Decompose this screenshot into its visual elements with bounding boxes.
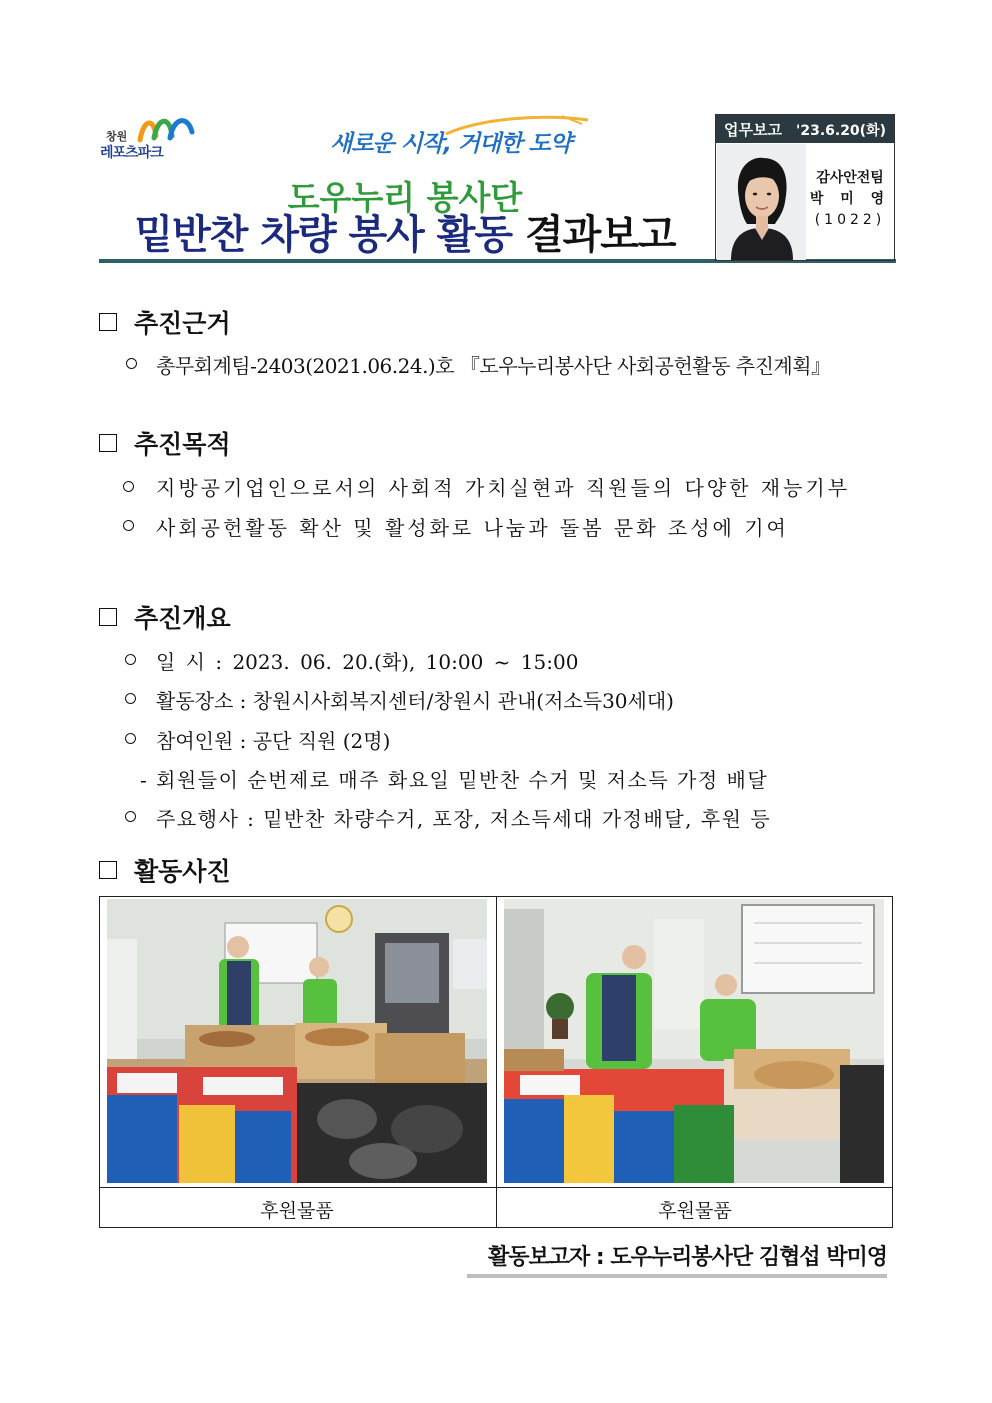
logo-city-text: 창원 [106,130,128,143]
activity-photo-right [504,899,884,1183]
basis-item: 총무회계팀-2403(2021.06.24.)호 『도우누리봉사단 사회공헌활동 추진계획』 [156,354,831,378]
bullet-circle-icon [125,693,136,704]
title-highlight: 밑반찬 차량 봉사 활동 [134,212,513,258]
section-checkbox-icon [99,861,117,879]
section-title: 추진목적 [134,430,231,459]
bullet-circle-icon [125,733,136,744]
report-type-label: 업무보고 [724,121,782,139]
footer-underline [467,1274,887,1278]
bullet-circle-icon [125,811,136,822]
section-title: 추진근거 [134,309,231,338]
portrait-icon [717,144,806,260]
overview-events: 주요행사 : 밑반찬 차량수거, 포장, 저소득세대 가정배달, 후원 등 [156,807,772,831]
activity-photo-left [107,899,487,1183]
logo-name-text: 레포츠파크 [100,145,163,161]
reporter-photo [717,144,806,260]
photo-caption-right: 후원물품 [658,1200,732,1222]
bullet-circle-icon [125,654,136,665]
reporter-info [808,168,892,231]
bullet-circle-icon [123,481,134,492]
reporter-extension: (1022) [814,212,886,228]
overview-note: - 회원들이 순번제로 매주 화요일 밑반찬 수거 및 저소득 가정 배달 [140,768,769,792]
reporter-footer: 활동보고자 : 도우누리봉사단 김협섭 박미영 [488,1245,887,1270]
report-info-box [715,114,895,261]
report-date: '23.6.20(화) [796,123,886,139]
bullet-circle-icon [126,358,137,369]
document-subtitle: 도우누리 봉사단 [287,178,523,217]
reporter-name: 박 미 영 [809,191,891,207]
document-title [100,203,710,260]
logo-mark-icon [136,114,196,144]
photo-table-divider [99,1187,893,1188]
report-box-header [716,115,894,143]
section-checkbox-icon [99,313,117,331]
overview-datetime: 일 시 : 2023. 06. 20.(화), 10:00 ~ 15:00 [156,650,579,674]
reporter-team: 감사안전팀 [816,170,884,186]
photo-table-divider [496,896,497,1228]
slogan: 새로운 시작, 거대한 도약 [330,131,571,157]
section-checkbox-icon [99,608,117,626]
purpose-item: 사회공헌활동 확산 및 활성화로 나눔과 돌봄 문화 조성에 기여 [156,516,789,540]
section-checkbox-icon [99,434,117,452]
overview-location: 활동장소 : 창원시사회복지센터/창원시 관내(저소득30세대) [156,689,674,713]
overview-participants: 참여인원 : 공단 직원 (2명) [156,729,391,753]
section-title: 추진개요 [134,604,231,633]
section-title: 활동사진 [134,857,231,886]
bullet-circle-icon [123,520,134,531]
purpose-item: 지방공기업인으로서의 사회적 가치실현과 직원들의 다양한 재능기부 [156,476,851,500]
company-logo [98,112,198,164]
photo-caption-left: 후원물품 [260,1200,334,1222]
title-plain: 결과보고 [524,212,676,258]
